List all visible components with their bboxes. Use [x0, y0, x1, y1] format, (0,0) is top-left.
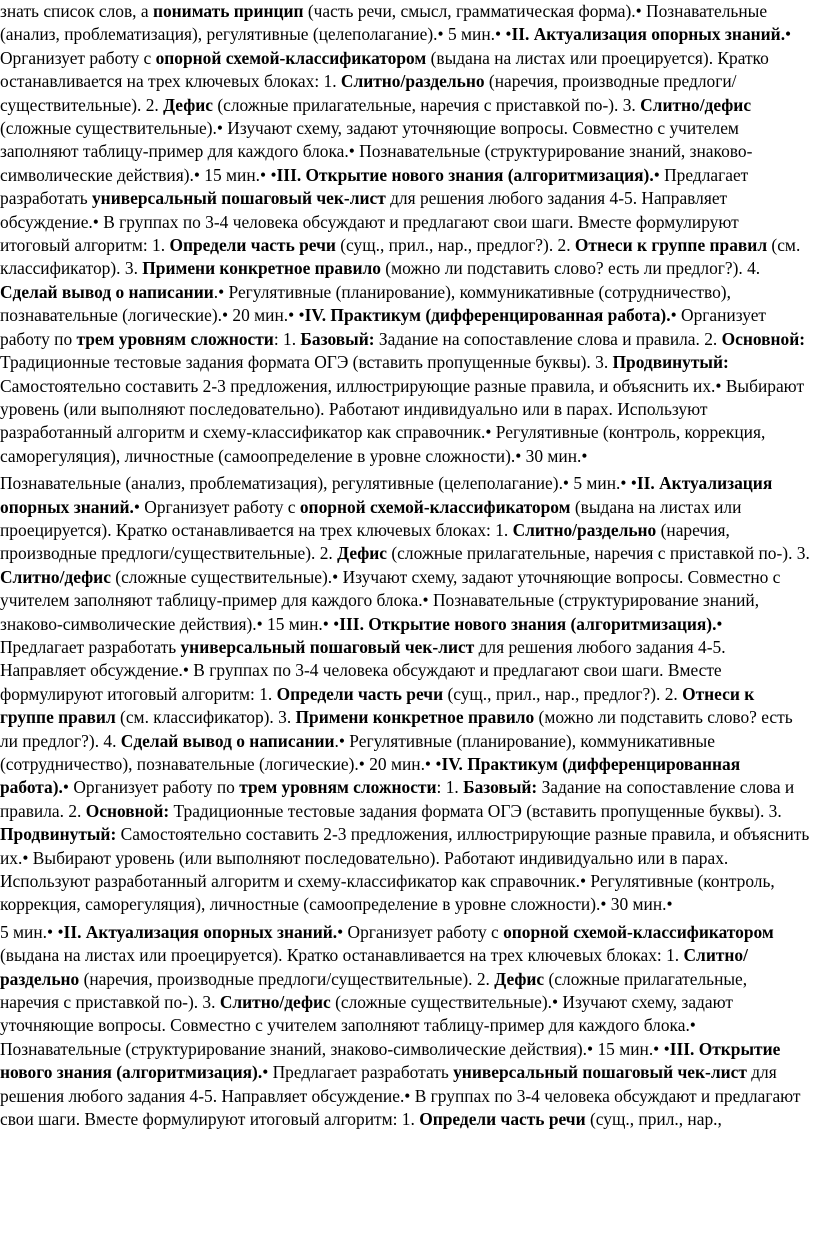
text-run: • Предлагает разработать	[0, 613, 723, 657]
bold-text-run: Определи часть речи	[169, 235, 336, 256]
text-run: (сущ., прил., нар., предлог?). 2.	[335, 235, 575, 256]
bold-text-run: Примени конкретное правило	[295, 707, 535, 728]
text-run: : 1.	[436, 777, 464, 798]
text-run: (сложные прилагательные, наречия с приставкой по-). 3.	[0, 968, 748, 1013]
bold-text-run: Основной:	[721, 328, 806, 349]
text-run: • Предлагает разработать	[0, 164, 749, 209]
text-run: • Организует работу по	[62, 777, 240, 798]
text-run: : 1.	[273, 328, 301, 349]
text-run: (сложные существительные).• Изучают схему, задают уточняющие вопросы. Совместно с учителем заполняют таблицу-пример для каждого блока.• Познавательные (структурирование знаний, знаково-символические действия).• 15 мин.• •	[0, 992, 733, 1059]
text-run: (выдана на листах или проецируется). Кратко останавливается на трех ключевых блоках: 1.	[0, 945, 684, 966]
text-run: (выдана на листах или проецируется). Кратко останавливается на трех ключевых блоках: 1.	[0, 496, 742, 540]
bold-text-run: IV. Практикум (дифференцированная работа).	[304, 305, 671, 326]
text-run: • Организует работу по	[0, 305, 767, 349]
bold-text-run: Базовый:	[463, 777, 538, 798]
text-run: Задание на сопоставление слова и правила. 2.	[374, 328, 722, 349]
text-run: Познавательные (анализ, проблематизация), регулятивные (целеполагание).• 5 мин.• •	[0, 473, 637, 494]
bold-text-run: понимать принцип	[152, 1, 304, 21]
bold-text-run: Слитно/раздельно	[0, 945, 748, 989]
bold-text-run: Сделай вывод о написании	[0, 281, 214, 302]
text-run: (выдана на листах или проецируется). Кратко останавливается на трех ключевых блоках: 1.	[0, 47, 769, 92]
text-run: • Организует работу с	[0, 24, 792, 68]
text-run: (см. классификатор). 3.	[115, 707, 296, 728]
bold-text-run: опорной схемой-классификатором	[503, 921, 774, 942]
bold-text-run: III. Открытие нового знания (алгоритмизация).	[339, 613, 717, 634]
text-run: .• Регулятивные (планирование), коммуникативные (сотрудничество), познавательные (логические).• 20 мин.• •	[0, 730, 715, 774]
text-run: (сложные существительные).• Изучают схему, задают уточняющие вопросы. Совместно с учителем заполняют таблицу-пример для каждого блока.• Познавательные (структурирование знаний, знаково-символические действия).• 15 мин.• •	[0, 566, 781, 634]
text-run: (часть речи, смысл, грамматическая форма).• Познавательные (анализ, проблематизация), регулятивные (целеполагание).• 5 мин.• •	[0, 1, 768, 45]
bold-text-run: II. Актуализация опорных знаний.	[511, 24, 786, 45]
bold-text-run: Определи часть речи	[419, 1109, 586, 1130]
bold-text-run: опорной схемой-классификатором	[299, 496, 571, 517]
bold-text-run: Сделай вывод о написании	[120, 730, 335, 751]
text-run: (см. классификатор). 3.	[0, 235, 801, 279]
bold-text-run: Продвинутый:	[0, 824, 117, 845]
text-run: (наречия, производные предлоги/существительные). 2.	[0, 519, 730, 564]
bold-text-run: Слитно/раздельно	[512, 519, 657, 540]
bold-text-run: III. Открытие нового знания (алгоритмизация).	[0, 1038, 781, 1083]
paragraph-lesson-stages-1	[0, 0, 810, 468]
text-run: (сложные существительные).• Изучают схему, задают уточняющие вопросы. Совместно с учителем заполняют таблицу-пример для каждого блока.• Познавательные (структурирование знаний, знаково-символические действия).• 15 мин.• •	[0, 118, 753, 185]
bold-text-run: Базовый:	[300, 328, 375, 349]
text-run: • Предлагает разработать	[262, 1062, 454, 1083]
bold-text-run: Слитно/дефис	[0, 566, 111, 587]
text-run: • Организует работу с	[337, 921, 504, 942]
bold-text-run: Определи часть речи	[276, 683, 444, 704]
bold-text-run: Дефис	[337, 543, 388, 564]
text-run: для решения любого задания 4-5. Направляет обсуждение.• В группах по 3-4 человека обсуждают и предлагают свои шаги. Вместе формулируют итоговый алгоритм: 1.	[0, 1062, 801, 1130]
text-run: (сложные прилагательные, наречия с приставкой по-). 3.	[387, 543, 810, 564]
bold-text-run: опорной схемой-классификатором	[155, 47, 427, 68]
text-run: Традиционные тестовые задания формата ОГЭ (вставить пропущенные буквы). 3.	[169, 800, 782, 821]
bold-text-run: Слитно/дефис	[219, 992, 331, 1013]
text-run: (сложные прилагательные, наречия с приставкой по-). 3.	[212, 94, 641, 115]
text-run: (можно ли подставить слово? есть ли предлог?). 4.	[0, 707, 793, 751]
bold-text-run: II. Актуализация опорных знаний.	[63, 921, 338, 942]
bold-text-run: Основной:	[85, 800, 170, 821]
bold-text-run: Дефис	[494, 968, 545, 989]
text-run: знать список слов, а	[0, 1, 153, 21]
text-run: 5 мин.• •	[0, 921, 64, 942]
text-run: (наречия, производные предлоги/существительные). 2.	[0, 71, 737, 115]
bold-text-run: трем уровням сложности	[239, 777, 437, 798]
bold-text-run: универсальный пошаговый чек-лист	[91, 188, 386, 209]
bold-text-run: Продвинутый:	[612, 352, 729, 373]
bold-text-run: Отнеси к группе правил	[0, 683, 755, 728]
bold-text-run: универсальный пошаговый чек-лист	[453, 1062, 747, 1083]
bold-text-run: Отнеси к группе правил	[574, 235, 768, 256]
paragraph-lesson-stages-2	[0, 472, 810, 917]
text-run: Самостоятельно составить 2-3 предложения, иллюстрирующие разные правила, и объяснить их.• Выбирают уровень (или выполняют последовательно). Работают индивидуально или в парах. Используют разработанный алгоритм и схему-классификатор как справочник.• Регулятивные (контроль, коррекция, саморегуляция), личностные (самоопределение в уровне сложности).• 30 мин.•	[0, 375, 805, 466]
text-run: Задание на сопоставление слова и правила. 2.	[0, 777, 795, 821]
text-run: (сущ., прил., нар., предлог?). 2.	[443, 683, 683, 704]
text-run: Самостоятельно составить 2-3 предложения, иллюстрирующие разные правила, и объяснить их.• Выбирают уровень (или выполняют последовательно). Работают индивидуально или в парах. Используют разработанный алгоритм и схему-классификатор как справочник.• Регулятивные (контроль, коррекция, саморегуляция), личностные (самоопределение в уровне сложности).• 30 мин.•	[0, 824, 810, 915]
text-run: для решения любого задания 4-5. Направляет обсуждение.• В группах по 3-4 человека обсуждают и предлагают свои шаги. Вместе формулируют итоговый алгоритм: 1.	[0, 636, 726, 704]
bold-text-run: Слитно/раздельно	[340, 71, 485, 92]
bold-text-run: универсальный пошаговый чек-лист	[180, 636, 475, 657]
paragraph-lesson-stages-3	[0, 921, 810, 1132]
bold-text-run: Примени конкретное правило	[142, 258, 381, 279]
bold-text-run: Слитно/дефис	[640, 94, 752, 115]
text-run: для решения любого задания 4-5. Направляет обсуждение.• В группах по 3-4 человека обсуждают и предлагают свои шаги. Вместе формулируют итоговый алгоритм: 1.	[0, 188, 739, 256]
text-run: .• Регулятивные (планирование), коммуникативные (сотрудничество), познавательные (логические).• 20 мин.• •	[0, 281, 731, 326]
bold-text-run: III. Открытие нового знания (алгоритмизация).	[276, 164, 654, 185]
bold-text-run: II. Актуализация опорных знаний.	[0, 473, 773, 517]
text-run: Традиционные тестовые задания формата ОГЭ (вставить пропущенные буквы). 3.	[0, 352, 613, 373]
text-run: (сущ., прил., нар.,	[585, 1109, 722, 1130]
bold-text-run: IV. Практикум (дифференцированная работа).	[0, 754, 741, 798]
bold-text-run: Дефис	[163, 94, 213, 115]
bold-text-run: трем уровням сложности	[76, 328, 274, 349]
text-run: (можно ли подставить слово? есть ли предлог?). 4.	[380, 258, 761, 279]
text-run: (наречия, производные предлоги/существительные). 2.	[79, 968, 495, 989]
text-run: • Организует работу с	[133, 496, 300, 517]
